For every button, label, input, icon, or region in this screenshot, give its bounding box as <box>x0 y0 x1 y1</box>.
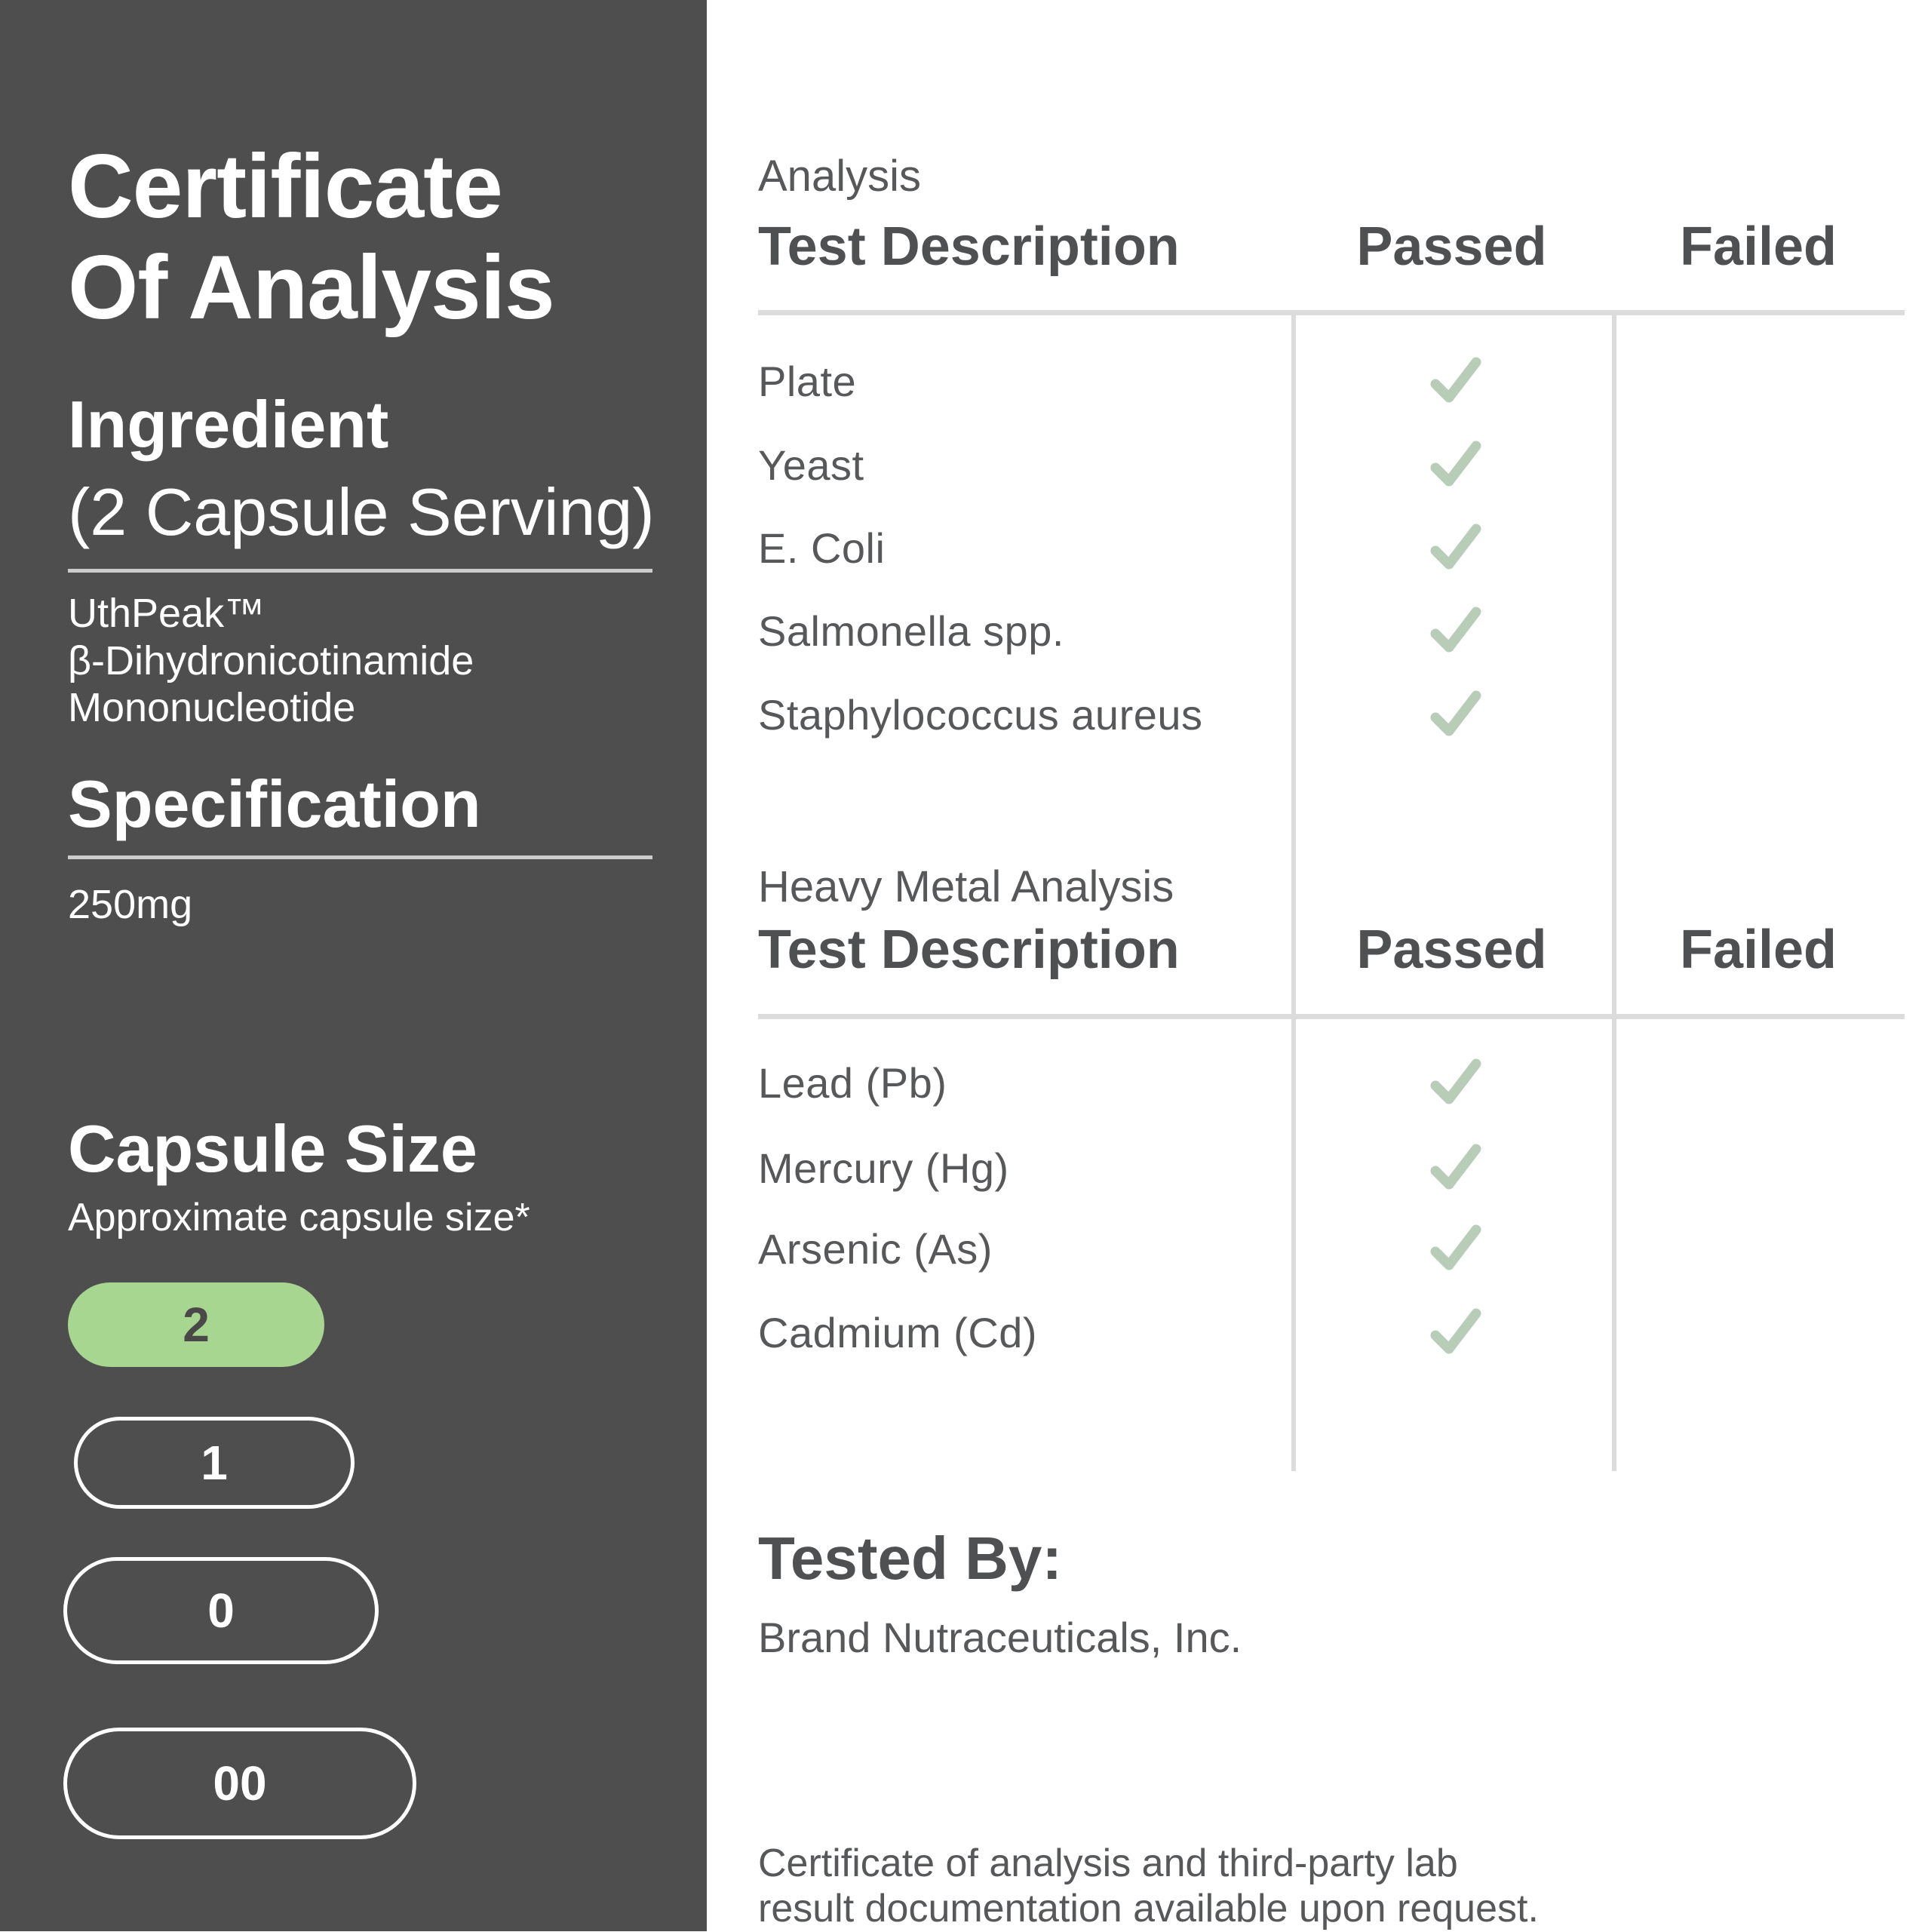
table-row <box>758 1207 1905 1290</box>
column-header-failed: Failed <box>1679 217 1837 277</box>
table-row <box>758 506 1905 589</box>
test-label: Staphylococcus aureus <box>758 690 1203 739</box>
heavy-metal-section-label: Heavy Metal Analysis <box>758 862 1174 911</box>
table-row <box>758 673 1905 756</box>
column-header-failed: Failed <box>1679 920 1837 980</box>
column-header-passed: Passed <box>1356 920 1547 980</box>
capsule-size-subheading: Approximate capsule size* <box>68 1196 530 1239</box>
page-title <box>68 136 554 339</box>
table-row <box>758 1291 1905 1374</box>
capsule-size-option-2[interactable]: 2 <box>68 1282 324 1367</box>
page-title-line2: Of Analysis <box>68 237 554 339</box>
test-label: Salmonella spp. <box>758 607 1064 655</box>
check-icon <box>1429 604 1483 658</box>
check-icon <box>1429 354 1483 408</box>
tested-by-value: Brand Nutraceuticals, Inc. <box>758 1614 1242 1661</box>
ingredient-name <box>68 590 474 732</box>
check-icon <box>1429 687 1483 742</box>
test-label: E. Coli <box>758 524 886 572</box>
footer-note-line2: result documentation available upon request. <box>758 1887 1539 1931</box>
sidebar <box>0 0 707 1931</box>
column-header-test-description: Test Description <box>758 920 1180 980</box>
check-icon <box>1429 1055 1483 1110</box>
table-header-rule <box>758 1014 1905 1019</box>
capsule-size-heading: Capsule Size <box>68 1111 477 1186</box>
ingredient-heading: Ingredient <box>68 387 389 462</box>
specification-value: 250mg <box>68 882 193 927</box>
table-row <box>758 1041 1905 1124</box>
check-icon <box>1429 1141 1483 1195</box>
footer-note-line1: Certificate of analysis and third-party lab <box>758 1841 1458 1885</box>
test-label: Arsenic (As) <box>758 1224 993 1273</box>
check-icon <box>1429 521 1483 575</box>
footer-note <box>758 1841 1539 1932</box>
test-label: Lead (Pb) <box>758 1058 947 1107</box>
capsule-size-option-0[interactable]: 0 <box>63 1557 379 1664</box>
capsule-size-option-1[interactable]: 1 <box>74 1417 355 1509</box>
check-icon <box>1429 438 1483 492</box>
check-icon <box>1429 1305 1483 1359</box>
column-header-test-description: Test Description <box>758 217 1180 277</box>
analysis-section-label: Analysis <box>758 152 921 201</box>
test-label: Cadmium (Cd) <box>758 1308 1038 1356</box>
ingredient-brand: UthPeak™ <box>68 591 266 636</box>
divider <box>68 569 652 573</box>
ingredient-serving: (2 Capsule Serving) <box>68 475 655 549</box>
tested-by-heading: Tested By: <box>758 1525 1063 1592</box>
divider <box>68 855 652 859</box>
table-row <box>758 423 1905 506</box>
ingredient-compound-line1: β-Dihydronicotinamide <box>68 637 474 683</box>
test-label: Yeast <box>758 441 864 489</box>
table-row <box>758 1126 1905 1209</box>
ingredient-compound-line2: Mononucleotide <box>68 685 356 731</box>
capsule-size-option-00[interactable]: 00 <box>63 1728 416 1839</box>
test-label: Mercury (Hg) <box>758 1144 1009 1192</box>
table-row <box>758 589 1905 672</box>
column-header-passed: Passed <box>1356 217 1547 277</box>
table-row <box>758 339 1905 422</box>
table-header-rule <box>758 310 1905 315</box>
test-label: Plate <box>758 357 857 405</box>
page-title-line1: Certificate <box>68 136 502 237</box>
check-icon <box>1429 1221 1483 1276</box>
analysis-panel <box>707 0 1931 1931</box>
specification-heading: Specification <box>68 766 481 841</box>
